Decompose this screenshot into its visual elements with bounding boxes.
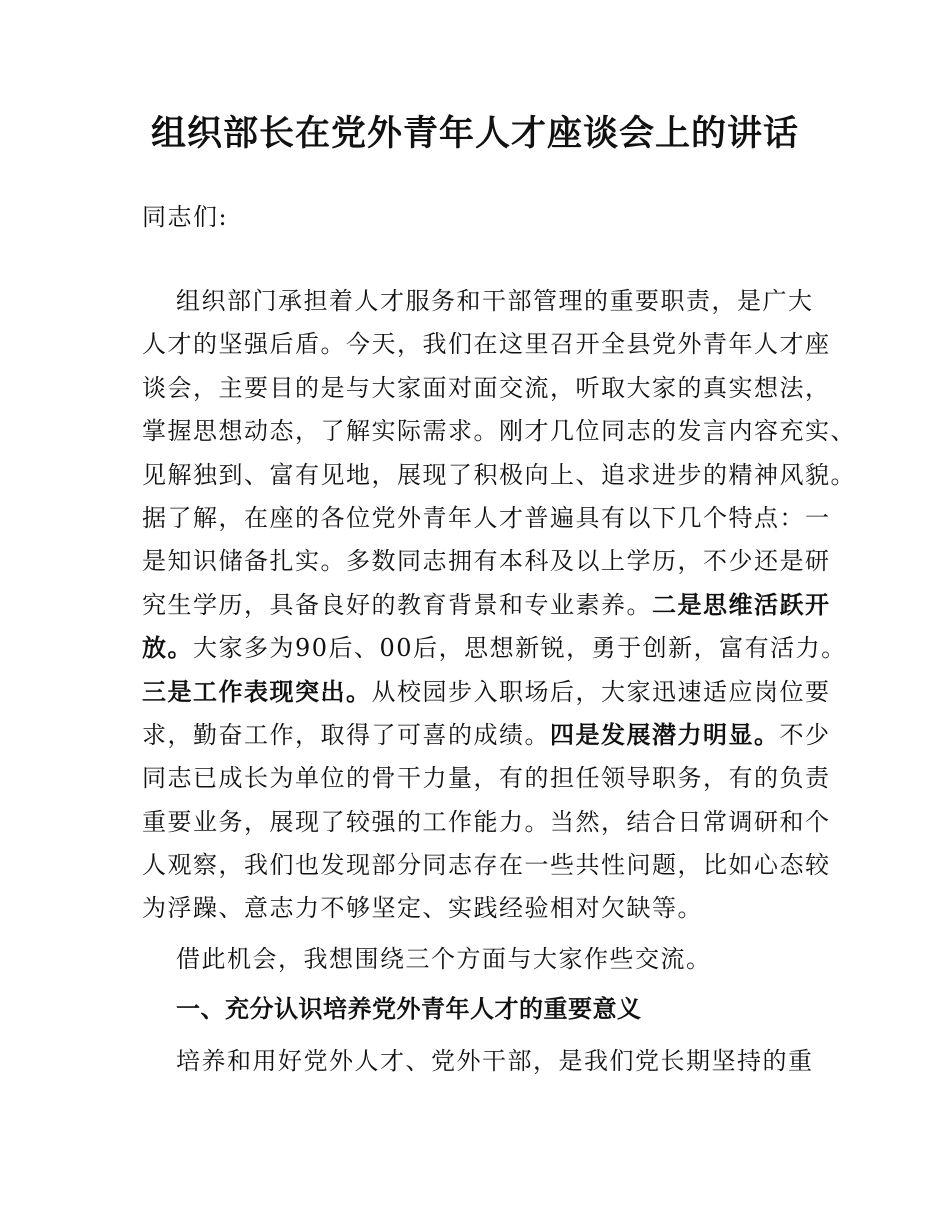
paragraph-transition: 借此机会，我想围绕三个方面与大家作些交流。 [176,945,712,973]
paragraph-line: 人才的坚强后盾。今天，我们在这里召开全县党外青年人才座 [142,330,831,359]
paragraph-line [142,671,831,714]
paragraph-line: 是知识储备扎实。多数同志拥有本科及以上学历，不少还是研 [142,547,831,576]
document-title: 组织部长在党外青年人才座谈会上的讲话 [150,113,799,154]
line-text: 从校园步入职场后，大家迅速适应岗位要 [371,677,831,706]
bold-point-2-end: 放。 [142,634,193,663]
paragraph-section-start: 培养和用好党外人才、党外干部，是我们党长期坚持的重 [176,1047,814,1075]
paragraph-line [142,714,831,757]
line-text: 究生学历，具备良好的教育背景和专业素养。 [142,590,652,619]
line-text: 大家多为90后、00后，思想新锐，勇于创新，富有活力。 [193,634,847,663]
paragraph-intro [142,280,856,931]
paragraph-line: 为浮躁、意志力不够坚定、实践经验相对欠缺等。 [142,894,703,923]
section-heading: 一、充分认识培养党外青年人才的重要意义 [176,995,642,1023]
bold-point-4: 四是发展潜力明显。 [550,720,780,749]
paragraph-line [142,627,847,670]
line-text: 不少 [779,720,831,749]
paragraph-line: 同志已成长为单位的骨干力量，有的担任领导职务，有的负责 [142,764,831,793]
paragraph-line: 重要业务，展现了较强的工作能力。当然，结合日常调研和个 [142,807,831,836]
paragraph-line: 谈会，主要目的是与大家面对面交流，听取大家的真实想法， [142,373,831,402]
paragraph-line [142,584,831,627]
line-text: 求，勤奋工作，取得了可喜的成绩。 [142,720,550,749]
bold-point-2-start: 二是思维活跃开 [652,590,831,619]
bold-point-3: 三是工作表现突出。 [142,677,372,706]
paragraph-line: 人观察，我们也发现部分同志存在一些共性问题，比如心态较 [142,851,831,880]
salutation: 同志们: [142,203,229,231]
paragraph-line: 组织部门承担着人才服务和干部管理的重要职责，是广大 [176,287,814,315]
paragraph-line: 掌握思想动态，了解实际需求。刚才几位同志的发言内容充实、 [142,417,856,446]
paragraph-line: 据了解，在座的各位党外青年人才普遍具有以下几个特点：一 [142,503,831,532]
paragraph-line: 见解独到、富有见地，展现了积极向上、追求进步的精神风貌。 [142,460,856,489]
